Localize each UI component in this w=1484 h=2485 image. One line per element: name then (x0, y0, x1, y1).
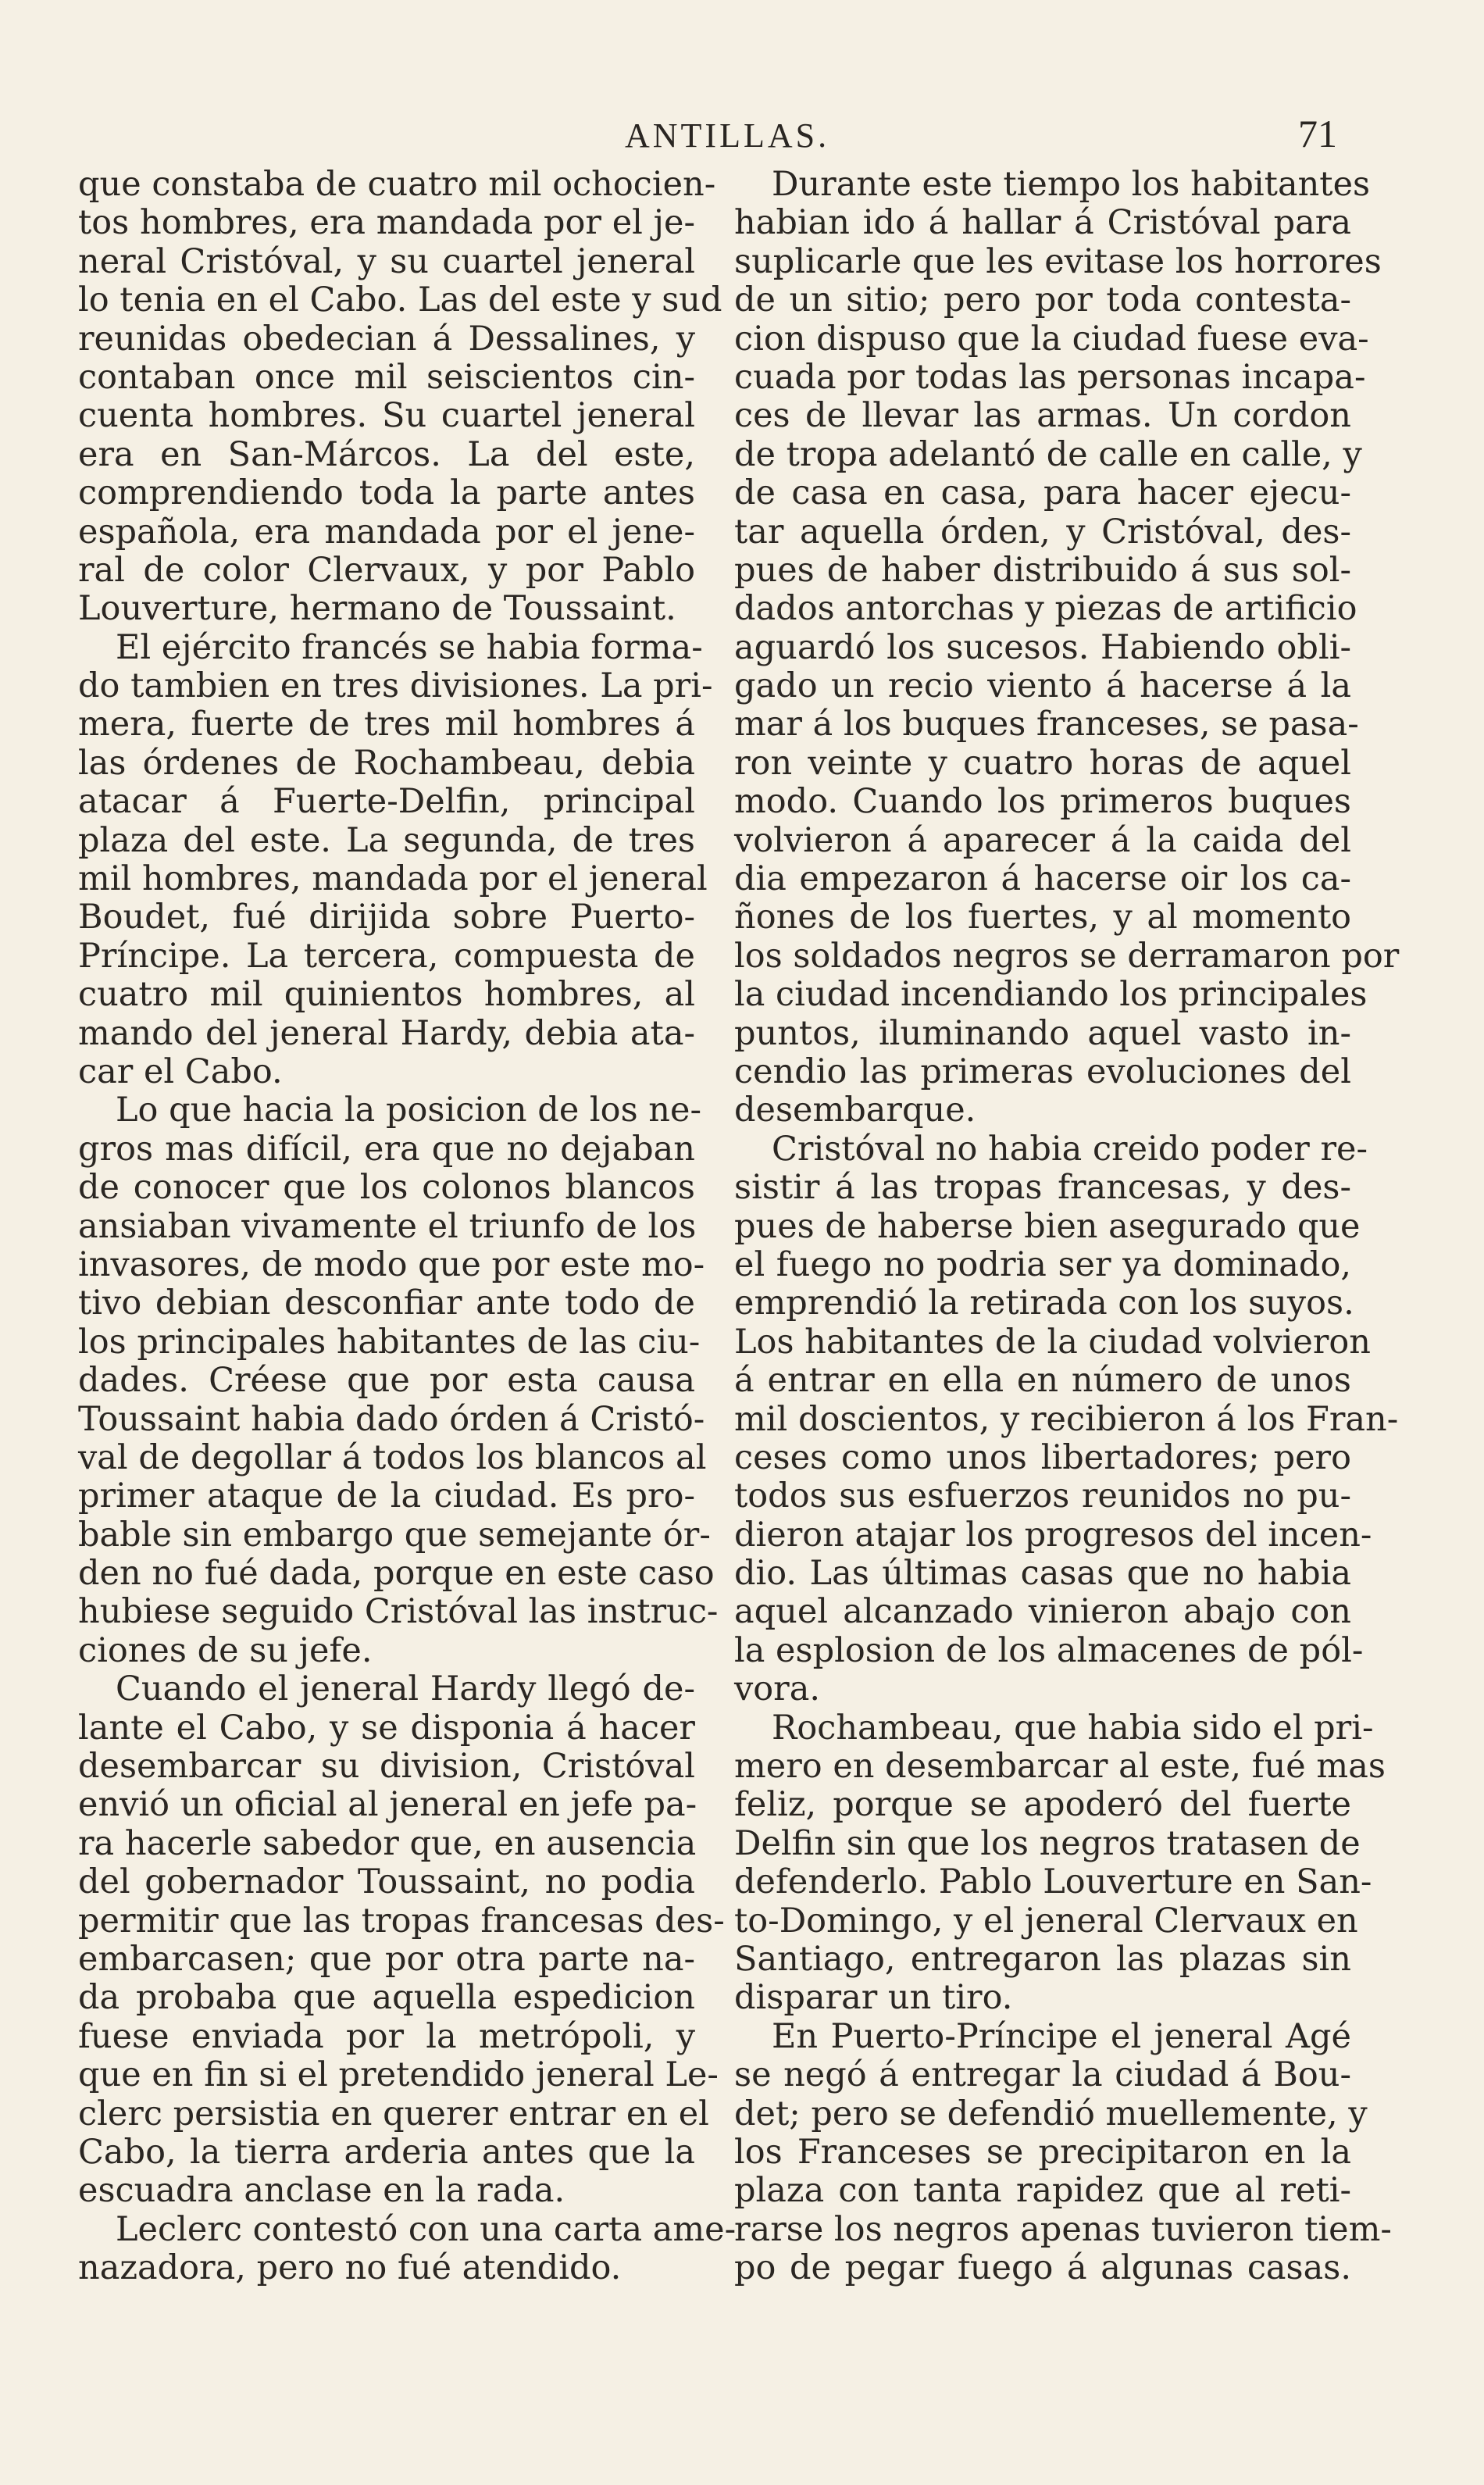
text-line: ansiaban vivamente el triunfo de los (78, 1206, 697, 1246)
running-title: ANTILLAS. (625, 116, 830, 155)
page-header (0, 112, 1484, 162)
text-line: plaza del este. La segunda, de tres (78, 820, 695, 860)
right-text-column (734, 165, 1400, 2288)
text-line: Durante este tiempo los habitantes (772, 165, 1371, 204)
text-line: gado un recio viento á hacerse á la (734, 666, 1351, 706)
text-line: mar á los buques franceses, se pasa- (734, 705, 1359, 744)
text-line: ra hacerle sabedor que, en ausencia (78, 1823, 697, 1863)
text-line: envió un oficial al jeneral en jefe pa- (78, 1785, 697, 1825)
text-line: los soldados negros se derramaron por (734, 936, 1400, 976)
text-line: dieron atajar los progresos del incen- (734, 1515, 1372, 1555)
text-line: se negó á entregar la ciudad á Bou- (734, 2055, 1351, 2095)
text-line: los Franceses se precipitaron en la (734, 2132, 1351, 2172)
text-line: mil hombres, mandada por el jeneral (78, 859, 708, 899)
text-line: pues de haberse bien asegurado que (734, 1206, 1361, 1246)
text-line: cuenta hombres. Su cuartel jeneral (78, 396, 695, 436)
text-line: Príncipe. La tercera, compuesta de (78, 936, 695, 976)
text-line: permitir que las tropas francesas des- (78, 1901, 725, 1941)
text-line: cendio las primeras evoluciones del (734, 1051, 1351, 1091)
text-line: el fuego no podria ser ya dominado, (734, 1244, 1351, 1284)
text-line: dados antorchas y piezas de artificio (734, 589, 1357, 629)
text-line: embarcasen; que por otra parte na- (78, 1939, 695, 1979)
text-line: lante el Cabo, y se disponia á hacer (78, 1708, 695, 1748)
text-line: que constaba de cuatro mil ochocien- (78, 165, 716, 204)
text-line: de un sitio; pero por toda contesta- (734, 280, 1351, 320)
text-line: neral Cristóval, y su cuartel jeneral (78, 241, 695, 281)
text-line: gros mas difícil, era que no dejaban (78, 1129, 695, 1169)
text-line: cuatro mil quinientos hombres, al (78, 975, 695, 1015)
text-line: Rochambeau, que habia sido el pri- (772, 1708, 1374, 1748)
text-line: defenderlo. Pablo Louverture en San- (734, 1862, 1372, 1902)
text-line: mera, fuerte de tres mil hombres á (78, 705, 695, 744)
text-line: invasores, de modo que por este mo- (78, 1244, 705, 1284)
page-number: 71 (1298, 112, 1337, 155)
text-line: da probaba que aquella espedicion (78, 1978, 695, 2018)
text-line: vora. (734, 1669, 821, 1709)
text-line: á entrar en ella en número de unos (734, 1361, 1351, 1401)
text-line: modo. Cuando los primeros buques (734, 782, 1351, 822)
text-line: Louverture, hermano de Toussaint. (78, 589, 676, 629)
left-text-column (78, 165, 737, 2288)
text-line: lo tenia en el Cabo. Las del este y sud (78, 280, 722, 320)
text-line: escuadra anclase en la rada. (78, 2171, 565, 2211)
text-line: rarse los negros apenas tuvieron tiem- (734, 2209, 1392, 2249)
text-line: primer ataque de la ciudad. Es pro- (78, 1476, 695, 1516)
text-line: to-Domingo, y el jeneral Clervaux en (734, 1901, 1358, 1941)
text-line: ñones de los fuertes, y al momento (734, 898, 1351, 937)
text-line: desembarcar su division, Cristóval (78, 1747, 695, 1787)
text-line: comprendiendo toda la parte antes (78, 473, 695, 513)
text-line: reunidas obedecian á Dessalines, y (78, 319, 695, 359)
text-line: desembarque. (734, 1091, 976, 1130)
text-line: mando del jeneral Hardy, debia ata- (78, 1013, 695, 1053)
text-line: contaban once mil seiscientos cin- (78, 357, 695, 397)
text-line: nazadora, pero no fué atendido. (78, 2248, 622, 2288)
text-line: hubiese seguido Cristóval las instruc- (78, 1592, 719, 1632)
text-line: todos sus esfuerzos reunidos no pu- (734, 1476, 1351, 1516)
text-line: Delfin sin que los negros tratasen de (734, 1823, 1361, 1863)
text-line: la ciudad incendiando los principales (734, 975, 1368, 1015)
text-line: cuada por todas las personas incapa- (734, 357, 1366, 397)
text-line: dades. Créese que por esta causa (78, 1361, 695, 1401)
text-line: era en San-Márcos. La del este, (78, 434, 695, 474)
text-line: aguardó los sucesos. Habiendo obli- (734, 627, 1351, 667)
text-line: Los habitantes de la ciudad volvieron (734, 1322, 1372, 1362)
text-line: pues de haber distribuido á sus sol- (734, 550, 1351, 590)
text-line: po de pegar fuego á algunas casas. (734, 2248, 1351, 2288)
text-line: Cuando el jeneral Hardy llegó de- (116, 1669, 695, 1709)
text-line: ces de llevar las armas. Un cordon (734, 396, 1351, 436)
text-line: del gobernador Toussaint, no podia (78, 1862, 695, 1902)
text-line: atacar á Fuerte-Delfin, principal (78, 782, 695, 822)
text-line: las órdenes de Rochambeau, debia (78, 743, 695, 783)
text-line: clerc persistia en querer entrar en el (78, 2094, 709, 2133)
text-line: ron veinte y cuatro horas de aquel (734, 743, 1351, 783)
text-line: Boudet, fué dirijida sobre Puerto- (78, 898, 695, 937)
text-line: det; pero se defendió muellemente, y (734, 2094, 1368, 2133)
text-line: dia empezaron á hacerse oir los ca- (734, 859, 1351, 899)
text-line: puntos, iluminando aquel vasto in- (734, 1013, 1351, 1053)
text-line: dio. Las últimas casas que no habia (734, 1554, 1351, 1594)
text-line: Leclerc contestó con una carta ame- (116, 2209, 737, 2249)
text-line: de tropa adelantó de calle en calle, y (734, 434, 1362, 474)
text-line: cion dispuso que la ciudad fuese eva- (734, 319, 1369, 359)
text-line: Cristóval no habia creido poder re- (772, 1129, 1368, 1169)
text-line: sistir á las tropas francesas, y des- (734, 1168, 1351, 1208)
text-line: bable sin embargo que semejante ór- (78, 1515, 711, 1555)
text-line: El ejército francés se habia forma- (116, 627, 703, 667)
text-line: car el Cabo. (78, 1051, 283, 1091)
text-line: den no fué dada, porque en este caso (78, 1554, 715, 1594)
text-line: suplicarle que les evitase los horrores (734, 241, 1382, 281)
text-line: aquel alcanzado vinieron abajo con (734, 1592, 1351, 1632)
text-line: disparar un tiro. (734, 1978, 1013, 2018)
text-line: tos hombres, era mandada por el je- (78, 203, 695, 243)
text-line: val de degollar á todos los blancos al (78, 1437, 707, 1477)
text-line: la esplosion de los almacenes de pól- (734, 1630, 1364, 1670)
text-line: En Puerto-Príncipe el jeneral Agé (772, 2016, 1351, 2056)
text-line: de casa en casa, para hacer ejecu- (734, 473, 1351, 513)
text-line: emprendió la retirada con los suyos. (734, 1284, 1354, 1323)
text-line: Toussaint habia dado órden á Cristó- (78, 1399, 705, 1439)
text-line: los principales habitantes de las ciu- (78, 1322, 701, 1362)
text-line: Lo que hacia la posicion de los ne- (116, 1091, 701, 1130)
text-line: española, era mandada por el jene- (78, 512, 695, 552)
text-line: do tambien en tres divisiones. La pri- (78, 666, 713, 706)
text-line: que en fin si el pretendido jeneral Le- (78, 2055, 719, 2095)
text-line: tivo debian desconfiar ante todo de (78, 1284, 695, 1323)
text-line: volvieron á aparecer á la caida del (734, 820, 1351, 860)
text-line: ral de color Clervaux, y por Pablo (78, 550, 695, 590)
text-line: mero en desembarcar al este, fué mas (734, 1747, 1386, 1787)
text-line: de conocer que los colonos blancos (78, 1168, 695, 1208)
text-line: tar aquella órden, y Cristóval, des- (734, 512, 1351, 552)
text-line: mil doscientos, y recibieron á los Fran- (734, 1399, 1399, 1439)
text-line: Cabo, la tierra arderia antes que la (78, 2132, 695, 2172)
text-line: Santiago, entregaron las plazas sin (734, 1939, 1351, 1979)
text-line: ceses como unos libertadores; pero (734, 1437, 1351, 1477)
text-line: plaza con tanta rapidez que al reti- (734, 2171, 1351, 2211)
text-line: habian ido á hallar á Cristóval para (734, 203, 1351, 243)
text-line: fuese enviada por la metrópoli, y (78, 2016, 695, 2056)
text-line: feliz, porque se apoderó del fuerte (734, 1785, 1351, 1825)
text-line: ciones de su jefe. (78, 1630, 373, 1670)
